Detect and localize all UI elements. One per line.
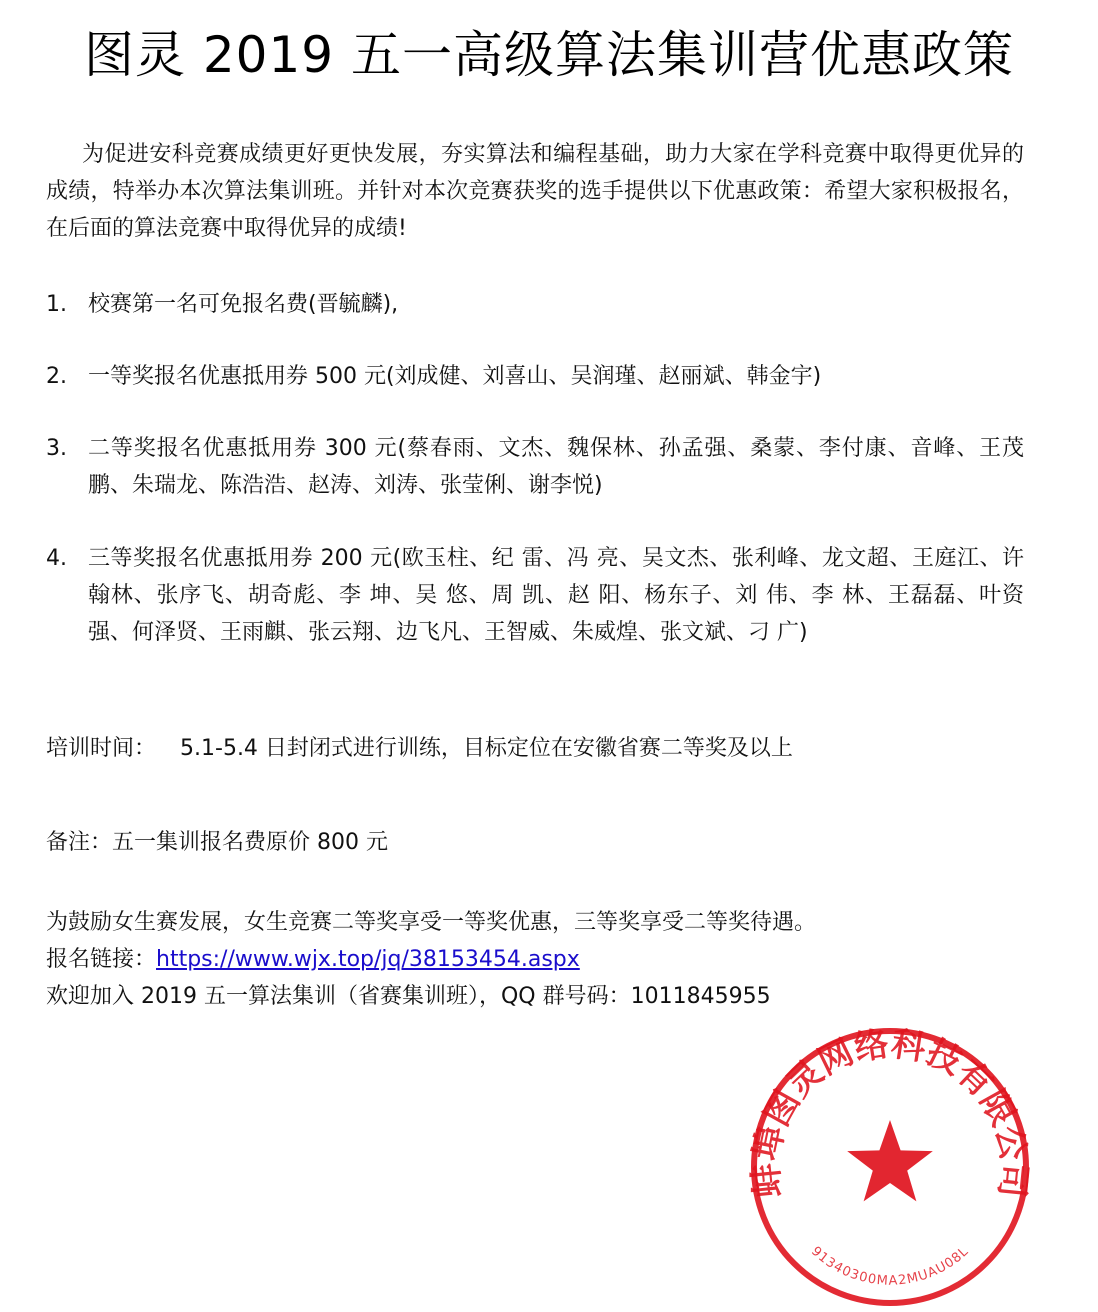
seal-company-text: 蚌埠图灵网络科技有限公司: [746, 1024, 1034, 1200]
policy-item-text: 二等奖报名优惠抵用券 300 元(蔡春雨、文杰、魏保林、孙孟强、桑蒙、李付康、音峰、王茂鹏、朱瑞龙、陈浩浩、赵涛、刘涛、张莹俐、谢李悦): [88, 436, 1024, 498]
training-label: 培训时间：: [46, 736, 157, 761]
policy-item-text: 三等奖报名优惠抵用券 200 元(欧玉柱、纪 雷、冯 亮、吴文杰、张利峰、龙文超、王庭江、许翰林、张序飞、胡奇彪、李 坤、吴 悠、周 凯、赵 阳、杨东子、刘 伟、李 林、王磊磊、叶资强、何泽贤、王雨麒、张云翔、边飞凡、王智威、朱威煌、张文斌、刁 广): [88, 546, 1024, 645]
signup-label: 报名链接：: [46, 947, 157, 972]
qq-line: 欢迎加入 2019 五一算法集训（省赛集训班），QQ 群号码：1011845955: [46, 984, 771, 1009]
training-text: 5.1-5.4 日封闭式进行训练，目标定位在安徽省赛二等奖及以上: [180, 736, 793, 761]
company-seal: [745, 1022, 1035, 1312]
encourage-line: 为鼓励女生赛发展，女生竞赛二等奖享受一等奖优惠，三等奖享受二等奖待遇。: [46, 910, 817, 935]
document-title: 图灵 2019 五一高级算法集训营优惠政策: [83, 26, 1015, 84]
policy-item-number: 2.: [46, 364, 67, 389]
signup-line: [46, 941, 580, 978]
policy-item-number: 4.: [46, 546, 67, 571]
intro-paragraph: 为促进安科竞赛成绩更好更快发展，夯实算法和编程基础，助力大家在学科竞赛中取得更优异的成绩，特举办本次算法集训班。并针对本次竞赛获奖的选手提供以下优惠政策：希望大家积极报名，在后面的算法竞赛中取得优异的成绩!: [46, 142, 1024, 241]
policy-item-3: [46, 430, 1024, 504]
policy-item-text: 一等奖报名优惠抵用券 500 元(刘成健、刘喜山、吴润瑾、赵丽斌、韩金宇): [88, 364, 822, 389]
policy-item-2: [46, 358, 1024, 395]
policy-item-text: 校赛第一名可免报名费(晋毓麟),: [88, 292, 399, 317]
signup-link[interactable]: https://www.wjx.top/jq/38153454.aspx: [156, 947, 580, 972]
seal-star-icon: [847, 1120, 933, 1201]
policy-item-1: [46, 286, 1024, 323]
seal-code-text: 91340300MA2MUAU08L: [808, 1243, 972, 1289]
policy-item-number: 1.: [46, 292, 67, 317]
training-time: [46, 730, 793, 767]
policy-item-number: 3.: [46, 436, 67, 461]
policy-item-4: [46, 540, 1024, 651]
fee-note: 备注：五一集训报名费原价 800 元: [46, 830, 388, 855]
